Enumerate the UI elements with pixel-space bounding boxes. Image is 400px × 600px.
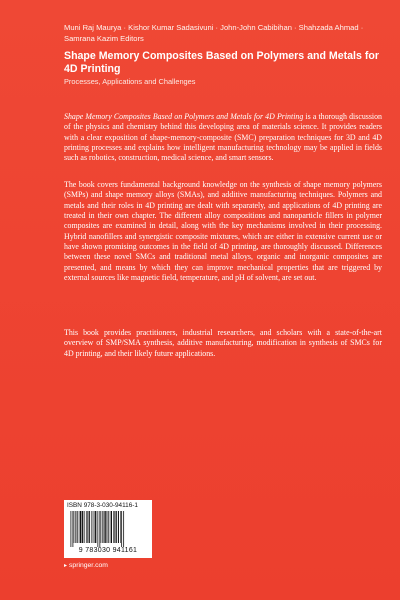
blurb-paragraph-1-text: is a thorough discussion of the physics and chemistry behind this developing area of materials science. It provides readers with a clear exposition of shape-memory-composite (SMC) preparation techniques for 3D and 4D printing processes and explains how intelligent manufacturing technology may be applied in fields such as robotics, construction, medical science, and smart sensors. [64,112,382,163]
barcode-digits: 9 783030 941161 [78,547,138,554]
publisher-url: springer.com [69,562,108,569]
isbn-label: ISBN 978-3-030-94116-1 [67,502,138,509]
blurb-title-italic: Shape Memory Composites Based on Polymers and Metals for 4D Printing [64,112,304,121]
book-title: Shape Memory Composites Based on Polymers and Metals for 4D Printing [64,50,379,75]
book-subtitle: Processes, Applications and Challenges [64,77,196,86]
isbn-barcode [64,500,152,558]
editor-names: Muni Raj Maurya · Kishor Kumar Sadasivuni · John-John Cabibihan · Shahzada Ahmad · Samrana Kazim Editors [64,23,364,43]
blurb-paragraph-1 [64,112,382,164]
blurb-paragraph-2: The book covers fundamental background knowledge on the synthesis of shape memory polymers (SMPs) and shape memory alloys (SMAs), and additive manufacturing techniques. Polymers and metals and their roles in 4D printing are dealt with separately, and applications of 4D printing are treated in their own chapter. The different alloy compositions and nanoparticle fillers in polymer composites are examined in detail, along with the key mechanisms involved in their processing. Hybrid nanofillers and synergistic composite mixtures, which are either in extensive current use or have shown promising outcomes in the field of 4D printing, are thoroughly discussed. Differences between these novel SMCs and traditional metal alloys, organic and inorganic composites are presented, and means by which they can improve mechanical properties that are triggered by external sources like magnetic field, temperature, and pH of solvent, are set out. [64,180,382,283]
arrow-right-icon: ▸ [64,563,68,569]
publisher-link[interactable] [64,562,108,569]
barcode-bars [70,511,148,547]
blurb-paragraph-3: This book provides practitioners, industrial researchers, and scholars with a state-of-the-art overview of SMP/SMA synthesis, additive manufacturing, modification in synthesis of SMCs for 4D printing, and their likely future applications. [64,328,382,358]
